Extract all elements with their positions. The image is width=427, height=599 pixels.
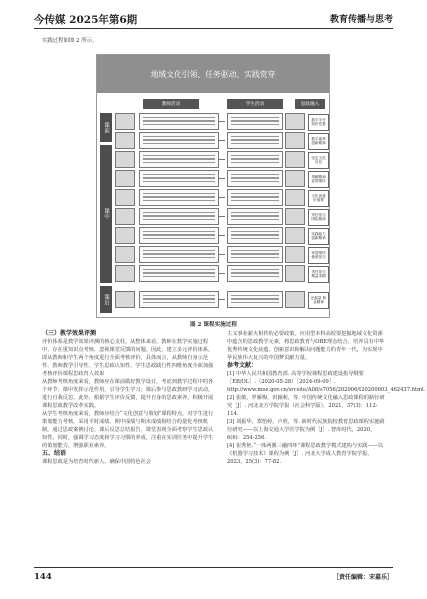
figure-caption: 图 2 课程实施过程 [190,322,237,328]
reference-item: [4] 崔秀艳.“一体两翼三融四环”课程思政教学模式建构与实践——以《机器学习技术》课程为例［J］. 河北大学成人教育学院学报，2023，25(3)：77-82. [227,443,384,465]
course-flowchart [96,54,330,318]
ideology-tag: 数字素养 创新精神 [308,133,329,150]
column-header-student: 学生活动 [227,99,283,109]
phase-in-class: 课中 [100,145,112,283]
paragraph: 从教师考核角度来看，教师应在课前做好教学设计，考虑到教学过程中的各个环节；课中发挥示范作用，引导学生学习；课后参与思政教研学习活动，进行自我反思。此外，根据学生评价反馈，提升自身的思政素养，积极开展课程思政教学改革实践。 [42,379,214,409]
paragraph: 主义事业薪火相传的必要政策。应用型本科高校要挖掘地域文化资源中蕴含的思政教学元素，将思政教育与OBE理念结合，培养具有中华优秀传统文化底蕴、创新意识和解决问题能力的青年一代，为实现中华民族伟大复兴的中国梦贡献力量。 [227,331,385,361]
flow-row [115,151,327,168]
page-number: 144 [34,572,52,582]
ideology-tag: 文化创意 价值观 [308,190,329,207]
flow-row [115,113,327,130]
ideology-tag: 数字平台 知识奠基 [308,114,329,131]
paragraph: 课程思政是为培育时代新人、确保中国特色社会 [42,459,151,465]
ideology-tag: 责任担当 团队精神 [308,209,329,226]
flow-row [115,265,327,282]
ideology-tag: 家国情怀 使命担当 [308,247,329,264]
flow-row [115,208,327,225]
ideology-tag: 坚定文化 自信 [308,152,329,169]
reference-item: [2] 张敏，罗雁梅，田颖莉，等. 中国传统文化融入思政课程的路径研究［J］. 河北北方学院学报（社会科学版），2021，37(3)：112-114. [227,395,385,417]
responsible-editor: ［责任编辑：宋嘉乐］ [332,574,393,581]
reference-item: [3] 刘振华，郑怡婷，卢欣，等. 新时代民族院校教育思政课程实施路径研究——以上海交通大学医学院为例［J］. 智库时代，2020，6(6)：254-256. [227,419,385,441]
right-column [227,330,426,466]
header-rule [34,28,393,29]
phase-post-class: 课后 [100,286,112,313]
section-heading: 五、结语 [42,450,67,457]
ideology-tag: 奉献精神 爱国情怀 [308,171,329,188]
flow-row [115,170,327,187]
ideology-tag: 正能量 职业精神 [308,292,329,309]
flow-row [115,189,327,206]
flow-row [115,291,327,308]
ideology-tag: 责任担当 精益求精 [308,266,329,283]
column-header-ideology: 思政融入 [295,99,325,109]
left-column [42,330,217,466]
footer-rule [34,567,393,568]
reference-item: [1] 中华人民共和国教育部. 高等学校课程思政建设指导纲要［EB/OL］.（2020-05-28）［2024-09-09］. http://www.moe.gov.cn/srcsite/A08/s7056/202006/t20200603_462437.html. [227,371,426,393]
section-heading: （三）教学效果评测 [42,330,97,337]
flowchart-banner: 地域文化引领、任务驱动、实践赏穿 [97,55,329,93]
flow-row [115,246,327,263]
journal-title: 今传媒 2025年第6期 [34,14,138,26]
section-title: 教育传播与思考 [329,15,393,25]
ideology-tag: 实践能力 创新精神 [308,228,329,245]
column-header-teacher: 教师活动 [143,99,199,109]
paragraph: 评价体系是教学效果评测的核心支柱。从整体来看，教师在教学实施过程中，存在重知识点考核、忽视课堂反馈的问题。因此，建立多元评价体系，即从教师和学生两个角度进行全面考核评价，具体而言，从教师自身示范性、教师教学引导性、学生思政认知性、学生思政践行性四维角度全面加强考核评价课程思政育人效果 [42,339,214,377]
flow-row [115,227,327,244]
paragraph: 从学生考核角度来看，教师应结合“文化创意与策划”课程特点，对学生进行策划能力考核，采用平时成绩、期中成绩与期末成绩相结合的量化考核机制。通过思政案例讨论、课后反思总结报告、课堂表现全面考察学生思政认知性。同时，强调学习态度和学习习惯的养成，注重在实训任务中提升学生的策划能力，增强职业素养。 [42,411,214,449]
phase-pre-class: 课前 [100,113,112,142]
flow-row [115,132,327,149]
figure-intro: 实践过程如图 2 所示。 [42,38,98,44]
references-heading: 参考文献： [227,362,258,369]
